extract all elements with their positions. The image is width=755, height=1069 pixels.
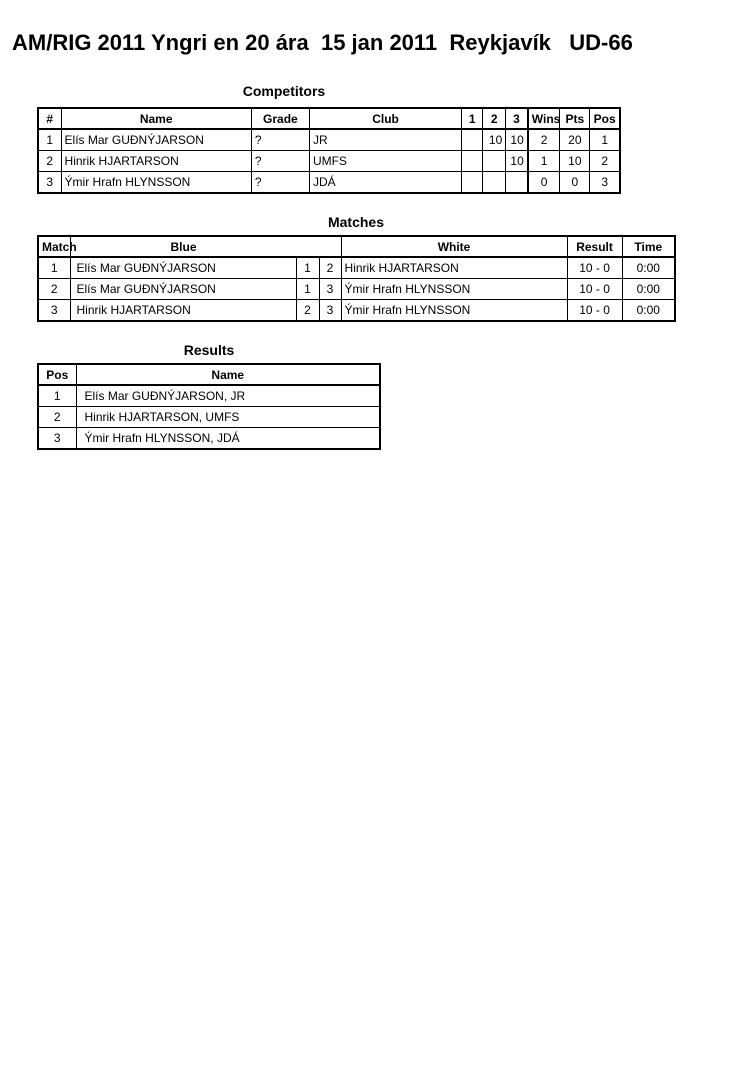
table-row [38,300,675,322]
match-result: 10 - 0 [567,300,622,322]
match-white-name: Ýmir Hrafn HLYNSSON [341,300,567,322]
col-header-wins: Wins [528,108,560,129]
table-row [38,257,675,279]
match-blue-number: 1 [296,257,319,279]
col-header-round-1: 1 [462,108,483,129]
results-header-row [38,364,380,385]
competitor-round-1 [462,172,483,194]
match-blue-number: 1 [296,279,319,300]
match-white-number: 2 [319,257,341,279]
results-heading: Results [183,342,235,358]
result-pos: 3 [38,428,76,450]
page-title: AM/RIG 2011 Yngri en 20 ára 15 jan 2011 Reykjavík UD-66 [12,30,633,55]
competitor-grade: ? [251,172,309,194]
competitor-club: JR [309,129,461,151]
match-result: 10 - 0 [567,279,622,300]
competitor-round-2: 10 [483,129,506,151]
competitor-pos: 2 [590,151,620,172]
col-header-round-3: 3 [506,108,528,129]
col-header-round-2: 2 [483,108,506,129]
result-name: Ýmir Hrafn HLYNSSON, JDÁ [76,428,380,450]
match-blue-name: Elís Mar GUÐNÝJARSON [70,257,296,279]
competitor-wins: 0 [528,172,560,194]
competitor-num: 1 [38,129,61,151]
competitor-name: Elís Mar GUÐNÝJARSON [61,129,251,151]
competitor-grade: ? [251,129,309,151]
matches-heading: Matches [327,214,385,230]
table-row [38,172,620,194]
competitor-name: Ýmir Hrafn HLYNSSON [61,172,251,194]
competitor-pts: 20 [560,129,590,151]
competitors-table [37,107,621,194]
competitor-club: UMFS [309,151,461,172]
col-header-club: Club [309,108,461,129]
match-time: 0:00 [622,300,675,322]
results-table [37,363,381,450]
match-white-name: Hinrik HJARTARSON [341,257,567,279]
col-header-grade: Grade [251,108,309,129]
col-header-pos: Pos [590,108,620,129]
competitor-num: 2 [38,151,61,172]
col-header-num: # [38,108,61,129]
col-header-blue: Blue [70,236,341,257]
match-number: 1 [38,257,70,279]
table-row [38,279,675,300]
col-header-name: Name [76,364,380,385]
match-white-number: 3 [319,300,341,322]
competitor-club: JDÁ [309,172,461,194]
competitor-round-1 [462,151,483,172]
col-header-time: Time [622,236,675,257]
match-blue-number: 2 [296,300,319,322]
col-header-pts: Pts [560,108,590,129]
competitors-heading: Competitors [242,83,326,99]
col-header-pos: Pos [38,364,76,385]
competitor-wins: 2 [528,129,560,151]
competitor-pos: 1 [590,129,620,151]
match-white-name: Ýmir Hrafn HLYNSSON [341,279,567,300]
match-time: 0:00 [622,257,675,279]
result-name: Hinrik HJARTARSON, UMFS [76,407,380,428]
competitors-header-row [38,108,620,129]
col-header-name: Name [61,108,251,129]
competitor-wins: 1 [528,151,560,172]
competitor-name: Hinrik HJARTARSON [61,151,251,172]
table-row [38,407,380,428]
result-name: Elís Mar GUÐNÝJARSON, JR [76,385,380,407]
table-row [38,151,620,172]
table-row [38,385,380,407]
table-row [38,129,620,151]
result-pos: 2 [38,407,76,428]
competitor-grade: ? [251,151,309,172]
match-blue-name: Elís Mar GUÐNÝJARSON [70,279,296,300]
col-header-match: Match [38,236,70,257]
matches-header-row [38,236,675,257]
match-number: 3 [38,300,70,322]
competitor-pts: 0 [560,172,590,194]
match-result: 10 - 0 [567,257,622,279]
result-pos: 1 [38,385,76,407]
match-number: 2 [38,279,70,300]
competitor-pos: 3 [590,172,620,194]
competitor-round-2 [483,151,506,172]
competitor-num: 3 [38,172,61,194]
table-row [38,428,380,450]
match-blue-name: Hinrik HJARTARSON [70,300,296,322]
competitor-round-2 [483,172,506,194]
col-header-result: Result [567,236,622,257]
competitor-round-1 [462,129,483,151]
match-white-number: 3 [319,279,341,300]
competitor-round-3: 10 [506,151,528,172]
competitor-round-3: 10 [506,129,528,151]
competitor-pts: 10 [560,151,590,172]
matches-table [37,235,676,322]
competitor-round-3 [506,172,528,194]
match-time: 0:00 [622,279,675,300]
col-header-white: White [341,236,567,257]
